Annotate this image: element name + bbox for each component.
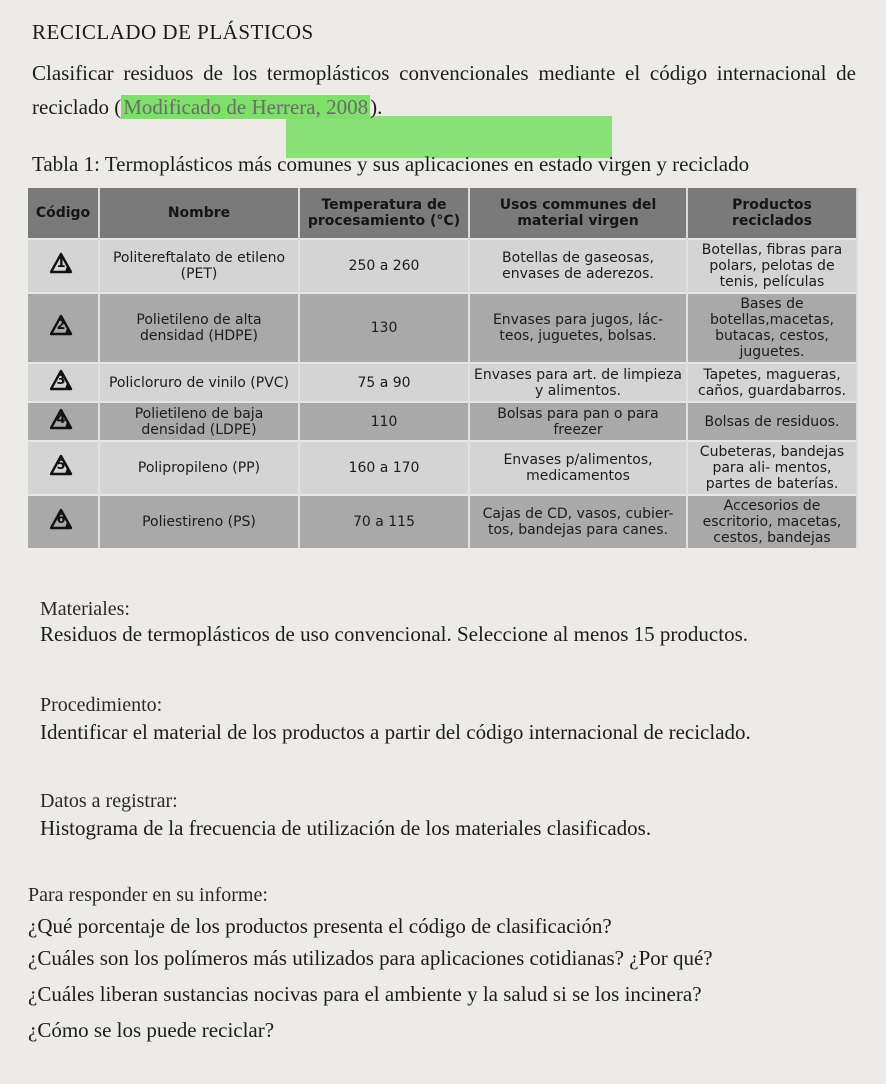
plastics-table — [28, 188, 858, 548]
question-4: ¿Cómo se los puede reciclar? — [28, 1018, 275, 1042]
materiales-heading: Materiales: — [40, 598, 130, 620]
table-row — [28, 402, 857, 441]
cell-name: Polietileno de alta densidad (HDPE) — [99, 293, 299, 363]
cell-name: Polipropileno (PP) — [99, 441, 299, 495]
question-3: ¿Cuáles liberan sustancias nocivas para el ambiente y la salud si se los incinera? — [28, 982, 702, 1006]
cell-name: Policloruro de vinilo (PVC) — [99, 363, 299, 402]
materiales-text: Residuos de termoplásticos de uso convencional. Seleccione al menos 15 productos. — [40, 622, 749, 646]
cell-temperature: 75 a 90 — [299, 363, 469, 402]
cell-temperature: 110 — [299, 402, 469, 441]
cell-temperature: 160 a 170 — [299, 441, 469, 495]
intro-paragraph — [32, 56, 856, 124]
resin-code-number: 6 — [56, 512, 66, 527]
recycling-symbol-icon — [50, 314, 76, 338]
cell-code — [28, 402, 99, 441]
cell-virgin-uses: Cajas de CD, vasos, cubier- tos, bandejas para canes. — [469, 495, 687, 548]
recycling-symbol-icon — [50, 454, 76, 478]
recycling-symbol-icon — [50, 252, 76, 276]
cell-virgin-uses: Envases p/alimentos, medicamentos — [469, 441, 687, 495]
cell-recycled-products: Botellas, fibras para polars, pelotas de tenis, películas — [687, 239, 857, 293]
cell-virgin-uses: Bolsas para pan o para freezer — [469, 402, 687, 441]
question-1: ¿Qué porcentaje de los productos presenta el código de clasificación? — [28, 914, 612, 938]
cell-code — [28, 239, 99, 293]
resin-code-number: 3 — [56, 372, 66, 388]
datos-text: Histograma de la frecuencia de utilización de los materiales clasificados. — [40, 816, 652, 840]
table-header-row — [28, 188, 857, 239]
table-row — [28, 239, 857, 293]
resin-code-number: 4 — [56, 411, 66, 427]
cell-virgin-uses: Envases para art. de limpieza y alimentos. — [469, 363, 687, 402]
cell-code — [28, 495, 99, 548]
header-name: Nombre — [99, 188, 299, 239]
cell-temperature: 130 — [299, 293, 469, 363]
resin-code-number: 2 — [56, 318, 66, 333]
procedimiento-heading: Procedimiento: — [40, 694, 163, 716]
cell-code — [28, 293, 99, 363]
intro-text: Clasificar residuos de los termoplásticos convencionales mediante el código internacional de reciclado ( — [32, 61, 856, 119]
cell-temperature: 250 a 260 — [299, 239, 469, 293]
cell-recycled-products: Cubeteras, bandejas para ali- mentos, partes de baterías. — [687, 441, 857, 495]
cell-recycled-products: Bolsas de residuos. — [687, 402, 857, 441]
header-recycled-products: Productos reciclados — [687, 188, 857, 239]
header-code: Código — [28, 188, 99, 239]
question-2: ¿Cuáles son los polímeros más utilizados para aplicaciones cotidianas? ¿Por qué? — [28, 946, 713, 970]
header-temperature: Temperatura de procesamiento (°C) — [299, 188, 469, 239]
highlighted-citation: Modificado de Herrera, 2008 — [123, 95, 369, 119]
cell-virgin-uses: Envases para jugos, lác- teos, juguetes, bolsas. — [469, 293, 687, 363]
cell-virgin-uses: Botellas de gaseosas, envases de aderezos. — [469, 239, 687, 293]
recycling-symbol-icon — [50, 508, 76, 532]
recycling-symbol-icon — [50, 369, 76, 393]
table-caption: Tabla 1: Termoplásticos más comunes y sus aplicaciones en estado virgen y reciclado — [32, 152, 750, 176]
cell-recycled-products: Tapetes, magueras, caños, guardabarros. — [687, 363, 857, 402]
cell-recycled-products: Accesorios de escritorio, macetas, cestos, bandejas — [687, 495, 857, 548]
cell-code — [28, 441, 99, 495]
table-row — [28, 363, 857, 402]
cell-name: Poliestireno (PS) — [99, 495, 299, 548]
table-row — [28, 441, 857, 495]
document-title: RECICLADO DE PLÁSTICOS — [32, 20, 314, 44]
table-row — [28, 293, 857, 363]
datos-heading: Datos a registrar: — [40, 790, 178, 812]
table-row — [28, 495, 857, 548]
cell-code — [28, 363, 99, 402]
cell-temperature: 70 a 115 — [299, 495, 469, 548]
informe-heading: Para responder en su informe: — [28, 884, 268, 906]
resin-code-number: 5 — [56, 458, 66, 473]
header-virgin-uses: Usos communes del material virgen — [469, 188, 687, 239]
intro-text-end: ). — [370, 95, 383, 119]
cell-name: Polietileno de baja densidad (LDPE) — [99, 402, 299, 441]
cell-recycled-products: Bases de botellas,macetas, butacas, cestos, juguetes. — [687, 293, 857, 363]
cell-name: Politereftalato de etileno (PET) — [99, 239, 299, 293]
recycling-symbol-icon — [50, 408, 76, 432]
procedimiento-text: Identificar el material de los productos a partir del código internacional de reciclado. — [40, 720, 751, 744]
resin-code-number: 1 — [56, 256, 66, 271]
